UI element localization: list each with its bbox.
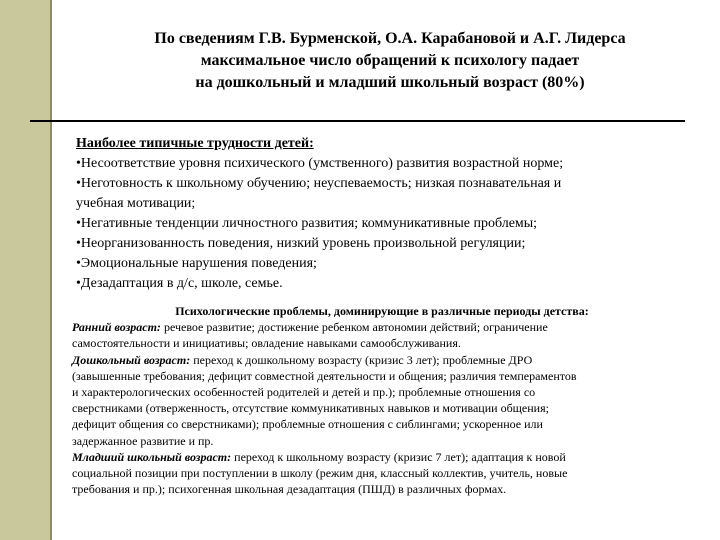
preschool-age-text: задержанное развитие и пр. <box>72 433 214 448</box>
difficulty-item: •Негативные тенденции личностного развития; коммуникативные проблемы; <box>76 216 538 231</box>
school-age-text: социальной позиции при поступлении в школу (режим дня, классный коллектив, учитель, новые <box>72 466 568 481</box>
title-line-3: на дошкольный и младший школьный возраст (80%) <box>195 74 585 91</box>
preschool-age-line <box>72 352 692 368</box>
difficulty-item: •Неготовность к школьному обучению; неуспеваемость; низкая познавательная и <box>76 176 562 191</box>
school-age-text: переход к школьному возрасту (кризис 7 лет); адаптация к новой <box>231 449 566 464</box>
left-decorative-line <box>50 0 52 540</box>
preschool-age-text: переход к дошкольному возрасту (кризис 3 лет); проблемные ДРО <box>190 352 533 367</box>
difficulty-item: •Дезадаптация в д/с, школе, семье. <box>76 276 283 291</box>
early-age-text: самостоятельности и инициативы; овладение навыками самообслуживания. <box>72 336 461 351</box>
school-age-label: Младший школьный возраст: <box>72 449 232 464</box>
preschool-age-text: и характерологических особенностей родителей и детей и пр.); проблемные отношения со <box>72 385 536 400</box>
left-decorative-band <box>0 0 50 540</box>
school-age-line <box>72 449 692 465</box>
preschool-age-label: Дошкольный возраст: <box>72 352 191 367</box>
difficulty-item: учебная мотивации; <box>76 196 196 211</box>
difficulties-section <box>76 134 686 294</box>
title-line-1: По сведениям Г.В. Бурменской, О.А. Карабановой и А.Г. Лидерса <box>154 30 626 47</box>
preschool-age-text: дефицит общения со сверстниками); проблемные отношения с сиблингами; ускоренное или <box>72 417 543 432</box>
difficulty-item: •Несоответствие уровня психического (умственного) развития возрастной норме; <box>76 156 564 171</box>
title-divider <box>30 120 685 122</box>
school-age-text: требования и пр.); психогенная школьная дезадаптация (ПШД) в различных формах. <box>72 482 507 497</box>
preschool-age-text: сверстниками (отверженность, отсутствие коммуникативных навыков и мотивации общения; <box>72 401 549 416</box>
slide-title <box>70 28 710 94</box>
early-age-line <box>72 319 692 335</box>
difficulties-heading: Наиболее типичные трудности детей: <box>76 136 314 151</box>
problems-section <box>72 303 692 497</box>
early-age-label: Ранний возраст: <box>72 320 161 335</box>
difficulty-item: •Эмоциональные нарушения поведения; <box>76 256 317 271</box>
difficulty-item: •Неорганизованность поведения, низкий уровень произвольной регуляции; <box>76 236 526 251</box>
title-line-2: максимальное число обращений к психологу падает <box>200 52 580 69</box>
preschool-age-text: (завышенные требования; дефицит совместной деятельности и общения; различия темпераментов <box>72 368 577 383</box>
problems-heading: Психологические проблемы, доминирующие в различные периоды детства: <box>175 304 589 318</box>
early-age-text: речевое развитие; достижение ребенком автономии действий; ограничение <box>160 320 548 335</box>
